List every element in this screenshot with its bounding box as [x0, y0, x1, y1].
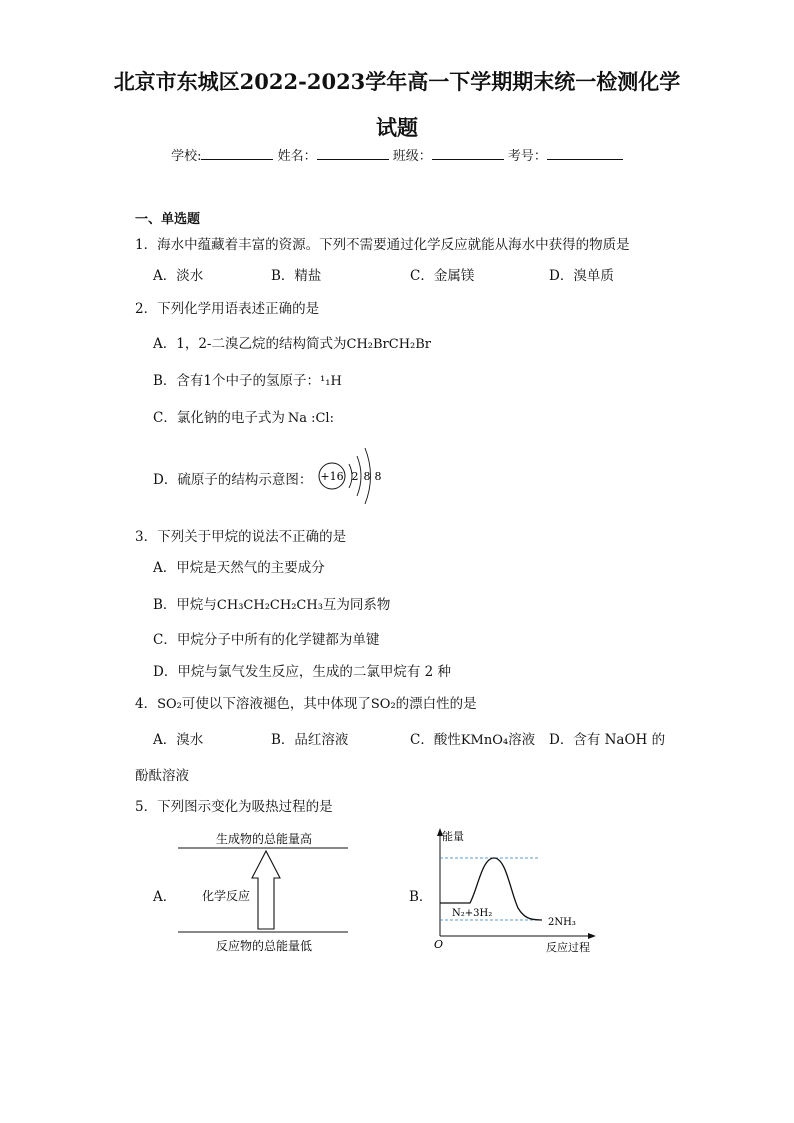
question-4-stem: [135, 692, 477, 712]
question-3-stem: 3．下列关于甲烷的说法不正确的是: [135, 529, 347, 545]
q4-stem-mid: 可使以下溶液褪色，其中体现了: [181, 696, 371, 712]
q3-option-b-text: B．甲烷与: [153, 597, 217, 613]
up-arrow-icon: [252, 851, 280, 929]
energy-arrow-diagram: [176, 826, 352, 956]
q4-option-c-text: C．酸性: [410, 732, 461, 748]
q4-option-d-continued: 酚酞溶液: [135, 768, 189, 784]
class-label: 班级：: [392, 149, 432, 164]
q4-option-a: A．溴水: [153, 732, 204, 748]
page-title: 北京市东城区2022-2023学年高一下学期期末统一检测化学: [113, 69, 681, 94]
q3-option-b-formula: CH₃CH₂CH₂CH₃: [216, 598, 323, 613]
q4-option-d: D．含有 NaOH 的: [549, 732, 666, 748]
q2-option-a-formula: CH₂BrCH₂Br: [346, 337, 432, 352]
reaction-label: 化学反应: [201, 889, 251, 903]
school-label: 学校:: [171, 149, 202, 164]
q2-option-b-formula: ¹₁H: [320, 374, 342, 389]
q4-option-c-text-end: 溶液: [508, 732, 536, 748]
student-info-row: [0, 145, 794, 164]
page-title-line2: 试题: [376, 115, 418, 140]
shell-3-electrons: 8: [374, 470, 382, 483]
origin-label: O: [434, 938, 444, 951]
exam-no-blank: [547, 145, 623, 160]
y-axis-label: 能量: [442, 830, 464, 843]
q5-option-b-label: B．: [409, 889, 433, 905]
q4-option-c-formula: KMnO₄: [460, 733, 509, 748]
q2-option-c-formula: Na :Cl:: [287, 411, 334, 426]
x-axis-arrow-icon: [588, 933, 596, 939]
question-2-stem: 2．下列化学用语表述正确的是: [135, 301, 320, 317]
products-energy-label: 生成物的总能量高: [215, 832, 313, 846]
q2-option-c: [153, 406, 334, 426]
name-blank: [317, 145, 389, 160]
q4-so2-formula: SO₂: [157, 697, 182, 712]
nucleus-charge: +16: [320, 470, 344, 483]
q4-so2-formula-2: SO₂: [370, 697, 396, 712]
x-axis-label: 反应过程: [546, 941, 590, 954]
q1-option-c: C．金属镁: [410, 268, 475, 284]
class-blank: [432, 145, 504, 160]
q4-stem-end: 的漂白性的是: [395, 696, 477, 712]
q2-option-c-text: C．氯化钠的电子式为: [153, 410, 285, 426]
section-heading: 一、单选题: [135, 212, 201, 227]
q3-option-b: [153, 593, 390, 613]
q4-number: 4．: [135, 696, 158, 712]
q1-option-b: B．精盐: [271, 268, 322, 284]
q5-option-a-label: A．: [153, 889, 177, 905]
q2-option-a: [153, 332, 431, 352]
question-5-stem: 5．下列图示变化为吸热过程的是: [135, 799, 333, 815]
reactants-label: N₂+3H₂: [452, 908, 493, 919]
q1-option-d: D．溴单质: [549, 268, 614, 284]
energy-profile-diagram: [430, 826, 600, 956]
reactants-energy-label: 反应物的总能量低: [215, 939, 313, 953]
school-blank: [201, 145, 273, 160]
exam-no-label: 考号：: [507, 149, 547, 164]
name-label: 姓名：: [277, 149, 317, 164]
q3-option-b-text-end: 互为同系物: [322, 597, 391, 613]
q3-option-a: A．甲烷是天然气的主要成分: [153, 560, 325, 576]
sulfur-atom-structure-diagram: [313, 442, 393, 508]
q2-option-d-text: D．硫原子的结构示意图：: [153, 472, 313, 488]
products-label: 2NH₃: [548, 917, 576, 928]
q2-option-b: [153, 369, 342, 389]
q2-option-a-text: A．1，2-二溴乙烷的结构简式为: [153, 336, 347, 352]
question-1-stem: 1．海水中蕴藏着丰富的资源。下列不需要通过化学反应就能从海水中获得的物质是: [135, 237, 630, 253]
q3-option-c: C．甲烷分子中所有的化学键都为单键: [153, 632, 380, 648]
shell-2-electrons: 8: [363, 470, 371, 483]
shell-1-electrons: 2: [351, 470, 359, 483]
q4-option-b: B．品红溶液: [271, 732, 349, 748]
q3-option-d: D．甲烷与氯气发生反应，生成的二氯甲烷有 2 种: [153, 664, 451, 680]
q1-option-a: A．淡水: [153, 268, 204, 284]
q2-option-b-text: B．含有1个中子的氢原子：: [153, 373, 321, 389]
q4-option-c: [410, 728, 535, 748]
